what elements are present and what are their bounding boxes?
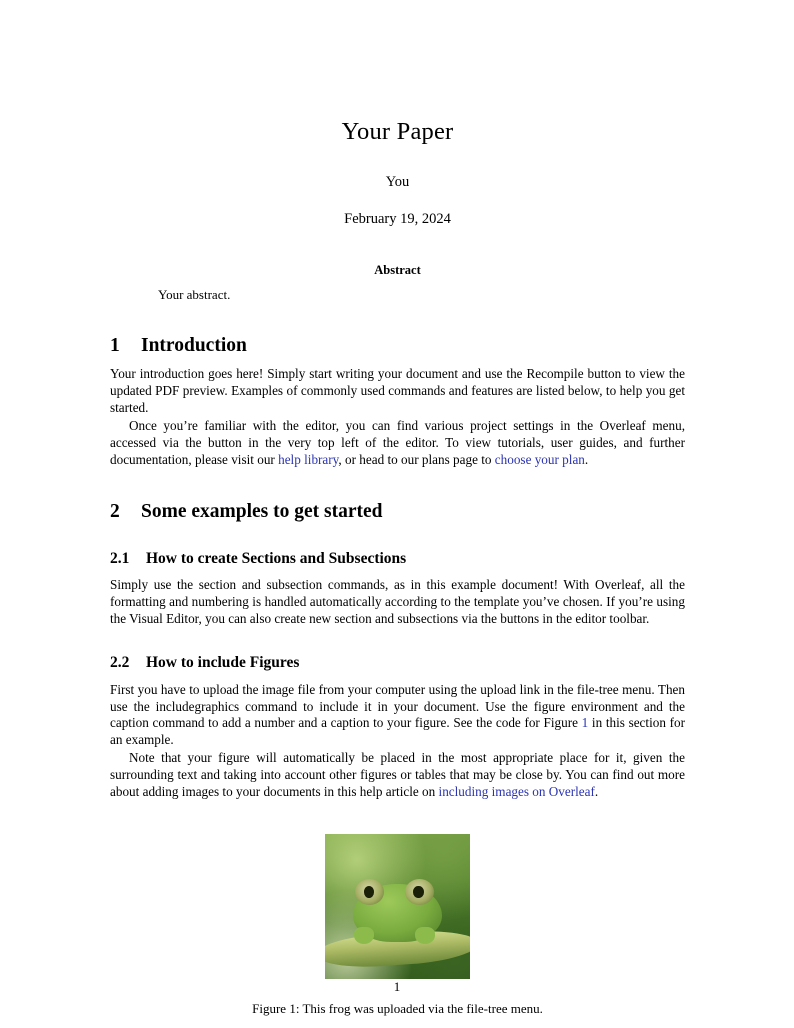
- figures-p2-text-b: .: [594, 784, 599, 800]
- section-number: 1: [110, 335, 120, 356]
- intro-p2-text-c: .: [584, 452, 589, 468]
- choose-your-plan-link[interactable]: choose your plan: [494, 452, 585, 468]
- figures-p1-text-a: First you have to upload the image file from your computer using the upload link in the file-tree menu. Then use the includegraphics command to include it in your document. Use the figure environment and the caption command to add a number and a caption to your figure. See the code for Figure: [110, 681, 685, 731]
- subsection-figures-paragraph-1: [110, 682, 685, 750]
- intro-p2-text-a: Once you’re familiar with the editor, you can find various project settings in the Overleaf menu, accessed via the button in the very top left of the editor. To view tutorials, user guides, and further documentation, please visit our: [110, 418, 685, 468]
- section-number: 2: [110, 501, 120, 523]
- help-library-link[interactable]: help library: [278, 452, 339, 468]
- intro-paragraph-2: [110, 418, 685, 469]
- document-content: [110, 0, 685, 1017]
- section-title: Some examples to get started: [141, 501, 383, 523]
- subsection-figures-paragraph-2: [110, 750, 685, 801]
- figure-reference-link[interactable]: 1: [581, 715, 589, 731]
- page-title: Your Paper: [341, 118, 454, 145]
- subsection-title: How to create Sections and Subsections: [146, 549, 407, 567]
- document-date: February 19, 2024: [344, 211, 451, 227]
- subsection-number: 2.2: [110, 653, 130, 671]
- subsection-sections-paragraph: Simply use the section and subsection commands, as in this example document! With Overleaf, all the formatting and numbering is handled automatically according to the template you’ve chosen. If you’re using the Visual Editor, you can also create new section and subsections via the buttons in the editor toolbar.: [110, 577, 685, 626]
- subsection-title: How to include Figures: [146, 653, 300, 671]
- section-title: Introduction: [141, 335, 247, 356]
- subsection-heading-figures: [110, 654, 685, 673]
- figures-p2-text-a: Note that your figure will automatically be placed in the most appropriate place for it, given the surrounding text and taking into account other figures or tables that may be close by. You can find out more about adding images to your documents in this help article on: [110, 750, 685, 800]
- frog-image: [325, 834, 470, 979]
- including-images-link[interactable]: including images on Overleaf: [438, 784, 595, 800]
- abstract-heading: Abstract: [374, 263, 421, 277]
- section-heading-introduction: [110, 334, 685, 357]
- document-author: You: [385, 174, 410, 190]
- frog-pupil-right: [413, 886, 423, 898]
- figures-p1-text-b: in this section for an example.: [110, 715, 685, 748]
- section-heading-examples: [110, 500, 685, 523]
- figure-caption: Figure 1: This frog was uploaded via the file-tree menu.: [252, 1001, 543, 1017]
- abstract-text: Your abstract.: [158, 287, 231, 302]
- intro-p2-text-b: , or head to our plans page to: [338, 452, 495, 468]
- subsection-number: 2.1: [110, 549, 130, 567]
- page-number: 1: [393, 979, 401, 994]
- subsection-heading-sections: [110, 550, 685, 569]
- intro-paragraph-1: Your introduction goes here! Simply start writing your document and use the Recompile button to view the updated PDF preview. Examples of commonly used commands and features are listed below, to help you get started.: [110, 366, 685, 416]
